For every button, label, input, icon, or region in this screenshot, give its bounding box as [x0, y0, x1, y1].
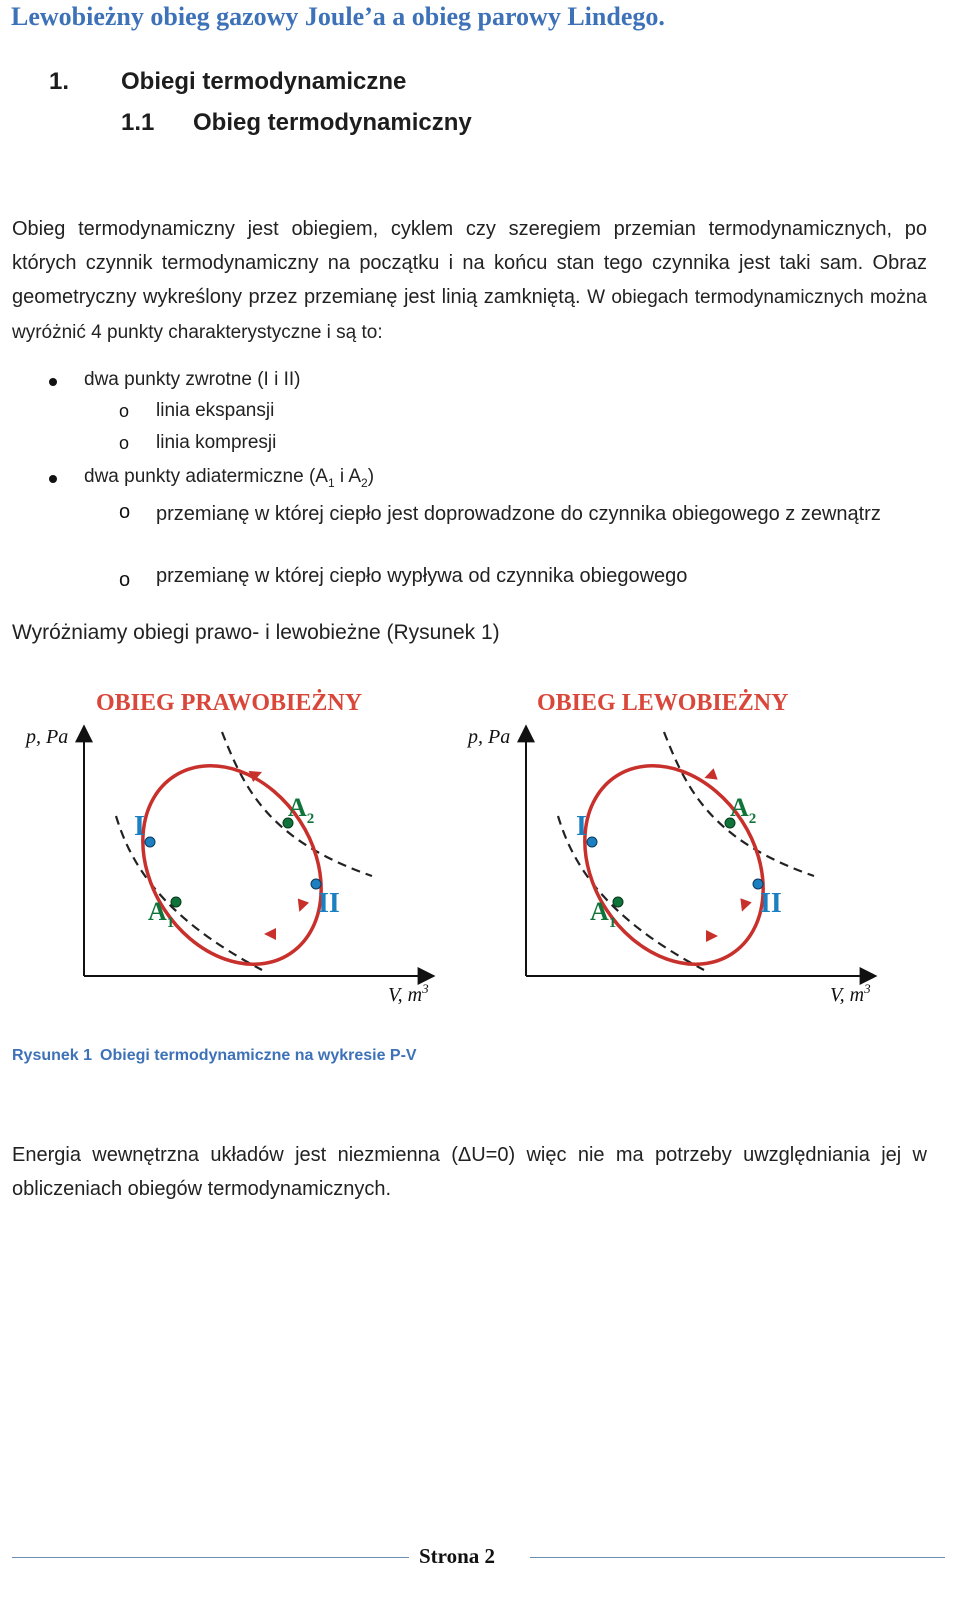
cycle-curve [106, 732, 357, 998]
circle-bullet-icon: o [119, 501, 131, 523]
paragraph-internal-energy: Energia wewnętrzna układów jest niezmienna (ΔU=0) więc nie ma potrzeby uwzględniania jej w obliczeniach obiegów termodynamicznych. [12, 1144, 927, 1200]
point-II-label: II [318, 888, 340, 919]
list-subitem-heat-supplied: przemianę w której ciepło jest doprowadzone do czynnika obiegowego z zewnątrz [156, 503, 881, 525]
point-A2-letter: A [730, 793, 749, 822]
heading-2 [121, 109, 472, 137]
page-number: Strona 2 [419, 1544, 496, 1568]
point-A2-letter: A [288, 793, 307, 822]
arrow-icon [294, 899, 309, 914]
caption-number: Rysunek 1 [12, 1047, 93, 1064]
footer-divider-right [530, 1557, 945, 1558]
x-axis-label-text: V, m [388, 984, 423, 1006]
y-axis-label: p, Pa [26, 726, 69, 748]
point-I-label: I [134, 811, 145, 842]
document-title: Lewobieżny obieg gazowy Joule’a a obieg parowy Lindego. [11, 2, 665, 31]
figure-caption [12, 1047, 417, 1065]
point-A1-letter: A [148, 897, 167, 926]
y-axis-label: p, Pa [468, 726, 511, 748]
list-subitem-compression: linia kompresji [156, 432, 277, 453]
x-axis-label-sup: 3 [422, 981, 429, 996]
heading-1-number: 1. [49, 68, 70, 95]
point-A1-sub: 1 [608, 915, 617, 931]
arrow-icon [736, 898, 751, 913]
point-A1-marker [613, 897, 623, 907]
heading-2-text: Obieg termodynamiczny [193, 109, 472, 136]
diagram-counterclockwise [466, 690, 874, 1006]
point-A1-sub: 1 [166, 915, 175, 931]
circle-bullet-icon: o [119, 433, 130, 453]
caption-text: Obiegi termodynamiczne na wykresie P-V [100, 1047, 417, 1064]
x-axis-label-sup: 3 [864, 981, 871, 996]
arrow-icon [264, 928, 276, 940]
point-A2-sub: 2 [306, 811, 315, 827]
circle-bullet-icon: o [119, 401, 130, 421]
list-item-turning-points: dwa punkty zwrotne (I i II) [84, 369, 301, 390]
point-A1-marker [171, 897, 181, 907]
x-axis-label [388, 981, 429, 1006]
adiathermic-text-1: dwa punkty adiatermiczne (A [84, 466, 328, 487]
heading-2-number: 1.1 [121, 109, 155, 136]
point-A1-letter: A [590, 897, 609, 926]
footer-divider-left [12, 1557, 409, 1558]
adiathermic-text-3: ) [367, 466, 375, 487]
heading-1 [49, 68, 406, 96]
diagram-clockwise [24, 690, 432, 1006]
circle-bullet-icon: o [119, 569, 131, 591]
cycle-curve [548, 732, 799, 998]
point-I-marker [587, 837, 597, 847]
subscript-1: 1 [327, 475, 335, 490]
list-subitem-expansion: linia ekspansji [156, 400, 275, 421]
arrow-icon [706, 930, 718, 942]
adiathermic-text-2: i A [334, 466, 362, 487]
paragraph-intro-tail: W obiegach termodynamicznych można wyróżnić 4 punkty charakterystyczne i są to: [12, 287, 927, 343]
list-subitem-heat-released: przemianę w której ciepło wypływa od czynnika obiegowego [156, 565, 688, 587]
point-A2-label [730, 793, 756, 827]
heading-1-text: Obiegi termodynamiczne [121, 68, 407, 95]
paragraph-intro [12, 212, 927, 350]
diagram-left-title: OBIEG PRAWOBIEŻNY [96, 690, 363, 716]
paragraph-cycle-types: Wyróżniamy obiegi prawo- i lewobieżne (Rysunek 1) [12, 621, 500, 644]
subscript-2: 2 [361, 475, 368, 490]
diagram-right-title: OBIEG LEWOBIEŻNY [537, 690, 789, 716]
point-A2-sub: 2 [748, 811, 757, 827]
point-A2-label [288, 793, 314, 827]
point-I-marker [145, 837, 155, 847]
bullet-icon [49, 475, 57, 483]
paragraph-intro-main: Obieg termodynamiczny jest obiegiem, cyklem czy szeregiem przemian termodynamicznych, po których czynnik termodynamiczny na początku i na końcu stan tego czynnika jest taki sam. Obraz geometryczny wykreślony przez przemianę jest linią zamkniętą. [12, 218, 927, 308]
x-axis-label [830, 981, 871, 1006]
bullet-icon [49, 378, 57, 386]
point-I-label: I [576, 811, 587, 842]
pv-diagrams-figure [0, 680, 960, 1020]
list-item-adiathermic-points [84, 466, 374, 490]
x-axis-label-text: V, m [830, 984, 865, 1006]
point-A1-label [590, 897, 616, 931]
point-II-label: II [760, 888, 782, 919]
point-A1-label [148, 897, 174, 931]
